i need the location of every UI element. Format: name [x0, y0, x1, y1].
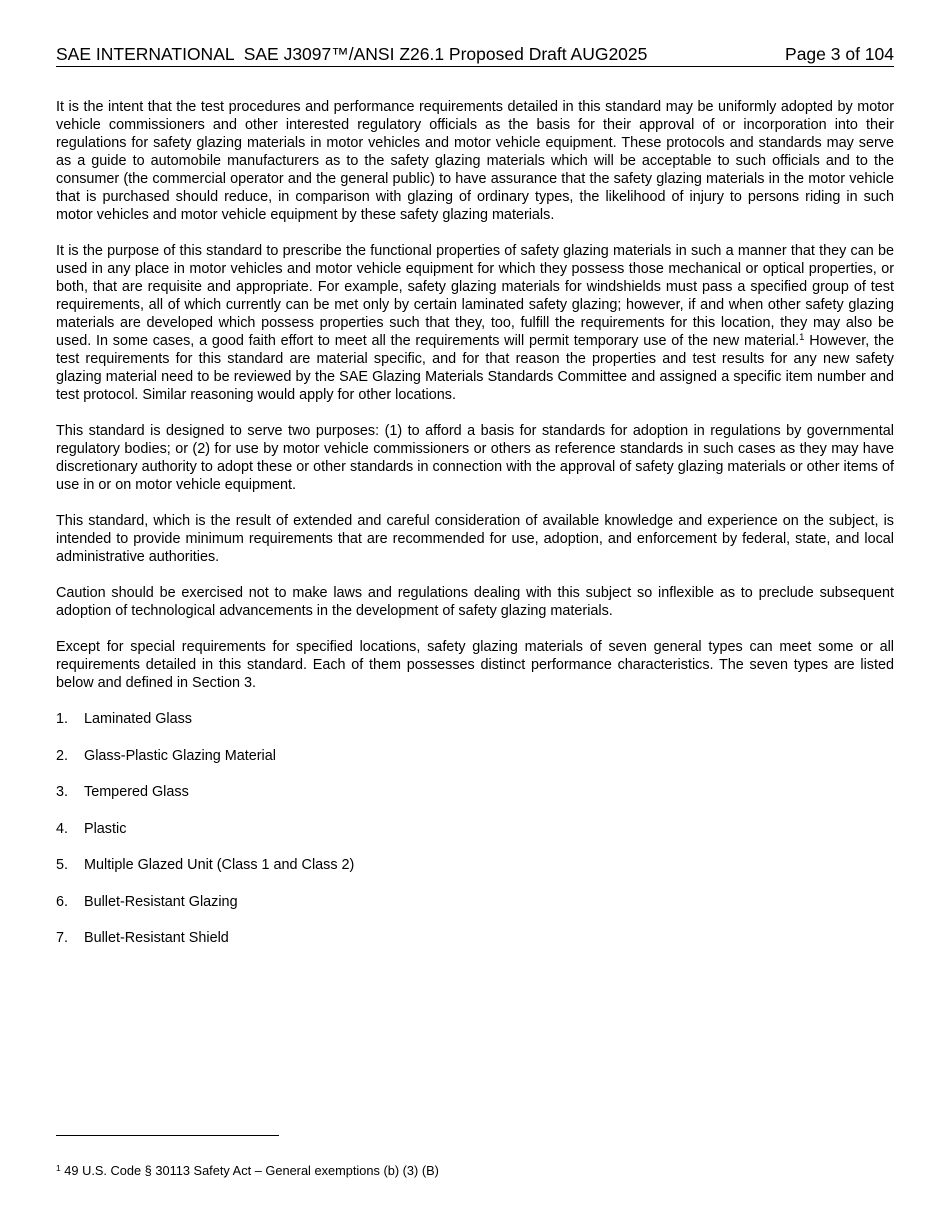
glazing-types-list	[56, 710, 894, 947]
list-item-label: Plastic	[84, 820, 127, 837]
paragraph-purpose-text-1: It is the purpose of this standard to prescribe the functional properties of safety glazing materials in such a manner that they can be used in any place in motor vehicles and motor vehicle equipment for which they possess those mechanical or optical properties, or both, that are requisite and appropriate. For example, safety glazing materials for windshields must pass a specified group of test requirements, all of which currently can be met only by certain laminated safety glazing; however, if and when other safety glazing materials are developed which possess properties such that they, too, fulfill the requirements for this location, they may also be used. In some cases, a good faith effort to meet all the requirements will permit temporary use of the new material.	[56, 243, 894, 349]
footnote-reference: 1	[799, 332, 805, 343]
list-item-number: 5.	[56, 857, 69, 873]
list-item-number: 3.	[56, 784, 69, 800]
list-item-number: 2.	[56, 747, 69, 764]
list-item	[56, 929, 894, 947]
footnote-marker: 1	[56, 1163, 61, 1173]
list-item	[56, 747, 894, 765]
list-item-number: 6.	[56, 893, 69, 910]
header-title	[56, 44, 647, 64]
list-item-number: 4.	[56, 820, 69, 837]
header-doc-id: SAE J3097™/ANSI Z26.1 Proposed Draft AUG2025	[243, 44, 648, 64]
list-item	[56, 710, 894, 728]
header-page-number: Page 3 of 104	[785, 44, 894, 64]
paragraph-purpose-text-2: However, the test requirements for this standard are material specific, and for that reason the properties and test results for any new safety glazing material need to be reviewed by the SAE Glazing Materials Standards Committee and assigned a specific item number and test protocol. Similar reasoning would apply for other locations.	[56, 333, 894, 403]
footnote-separator	[56, 1135, 279, 1136]
paragraph-types-intro: Except for special requirements for specified locations, safety glazing materials of seven general types can meet some or all requirements detailed in this standard. Each of them possesses distinct performance characteristics. The seven types are listed below and defined in Section 3.	[56, 639, 894, 691]
paragraph-intent: It is the intent that the test procedures and performance requirements detailed in this standard may be uniformly adopted by motor vehicle commissioners and other interested regulatory officials as the basis for their approval of or incorporation into their regulations for safety glazing materials in motor vehicles and motor vehicle equipment. These protocols and standards may serve as a guide to automobile manufacturers as to the safety glazing materials which will be acceptable to such officials and to the consumer (the commercial operator and the general public) to have assurance that the safety glazing materials in the motor vehicle that is purchased should reduce, in comparison with glazing of ordinary types, the likelihood of injury to persons riding in such motor vehicles and motor vehicle equipment by these safety glazing materials.	[56, 99, 894, 223]
list-item-label: Laminated Glass	[84, 711, 192, 727]
list-item	[56, 893, 894, 911]
list-item-label: Bullet-Resistant Glazing	[84, 893, 238, 910]
list-item-label: Glass-Plastic Glazing Material	[84, 747, 276, 764]
list-item-label: Bullet-Resistant Shield	[84, 930, 229, 946]
list-item-label: Tempered Glass	[84, 784, 189, 800]
list-item	[56, 783, 894, 801]
paragraph-caution: Caution should be exercised not to make laws and regulations dealing with this subject so inflexible as to preclude subsequent adoption of technological advancements in the development of safety glazing materials.	[56, 585, 894, 619]
list-item	[56, 856, 894, 874]
page-header	[56, 44, 894, 67]
paragraph-consideration: This standard, which is the result of extended and careful consideration of available knowledge and experience on the subject, is intended to provide minimum requirements that are recommended for use, adoption, and enforcement by federal, state, and local administrative authorities.	[56, 513, 894, 565]
list-item-number: 7.	[56, 930, 69, 946]
page-body	[56, 98, 894, 966]
header-org: SAE INTERNATIONAL	[56, 44, 234, 64]
footnote-text: 49 U.S. Code § 30113 Safety Act – General exemptions (b) (3) (B)	[60, 1163, 439, 1178]
paragraph-design: This standard is designed to serve two purposes: (1) to afford a basis for standards for adoption in regulations by governmental regulatory bodies; or (2) for use by motor vehicle commissioners or others as reference standards in such cases as they may have discretionary authority to adopt these or other standards in connection with the approval of safety glazing materials or other items of use in or on motor vehicle equipment.	[56, 423, 894, 493]
list-item	[56, 820, 894, 838]
list-item-number: 1.	[56, 711, 69, 727]
paragraph-purpose	[56, 242, 894, 404]
footnote	[56, 1163, 439, 1179]
list-item-label: Multiple Glazed Unit (Class 1 and Class 2)	[84, 857, 355, 873]
